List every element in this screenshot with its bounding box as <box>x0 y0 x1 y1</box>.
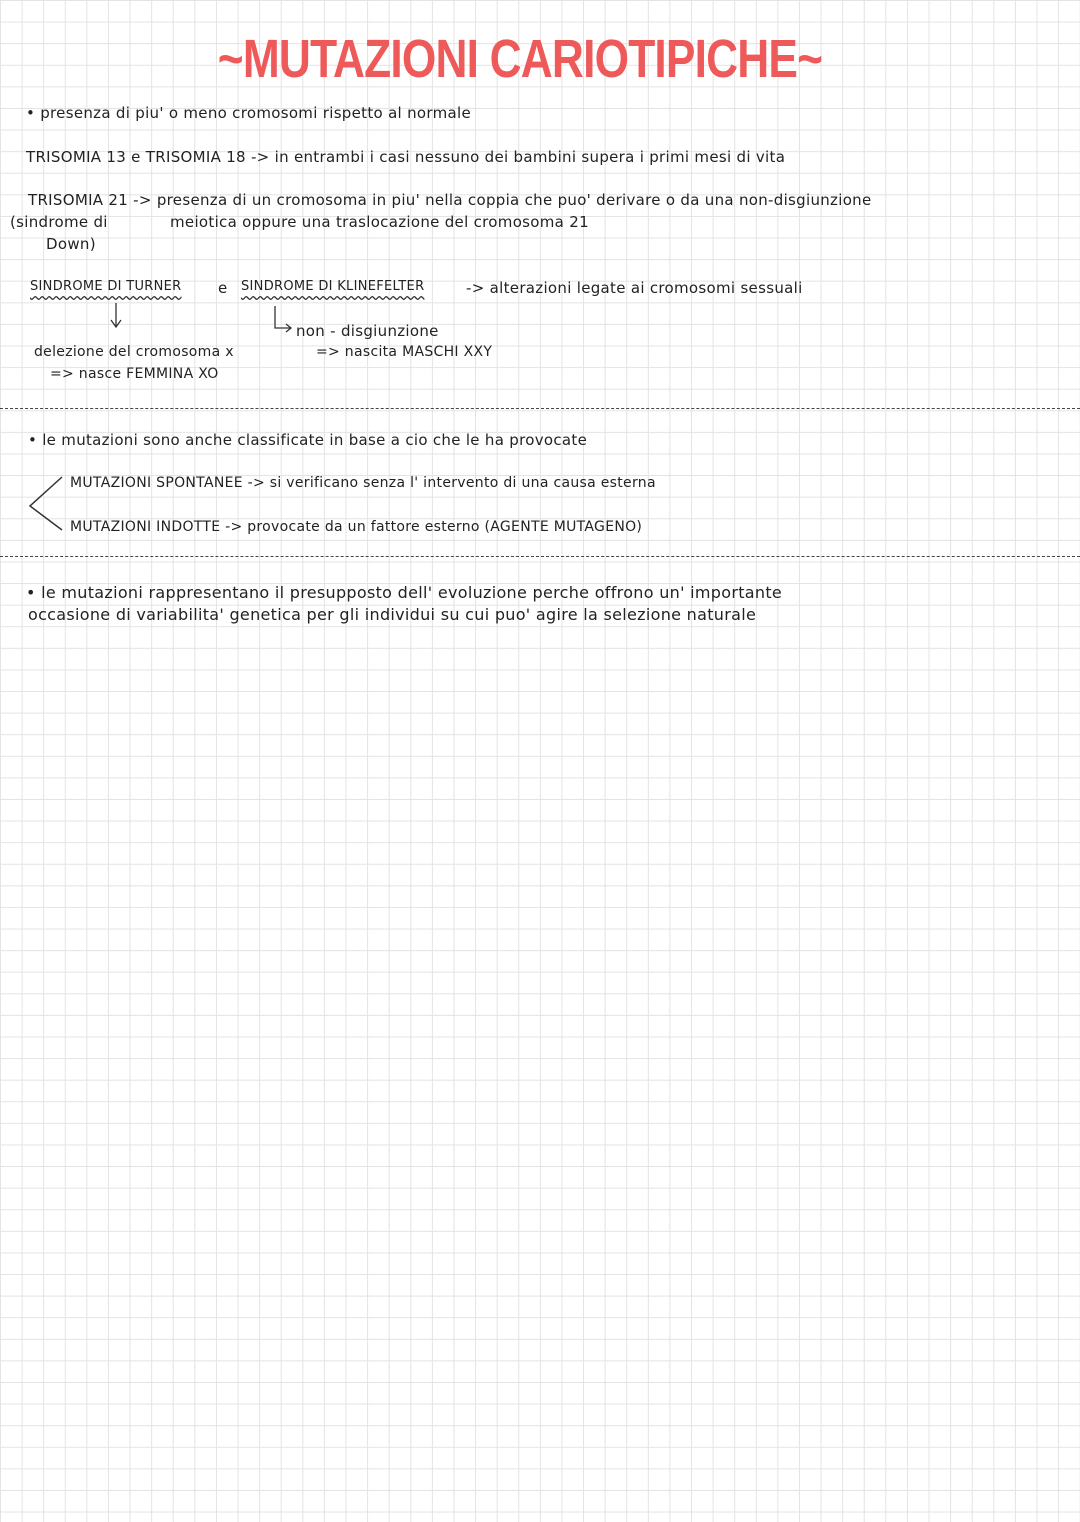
turner-heading: SINDROME DI TURNER <box>30 279 182 294</box>
note-line: occasione di variabilita' genetica per gli individui su cui puo' agire la selezione naturale <box>28 605 757 624</box>
note-line: • presenza di piu' o meno cromosomi rispetto al normale <box>26 104 471 122</box>
bend-arrow-icon <box>275 306 291 332</box>
down-arrow-icon <box>111 303 121 327</box>
note-line: -> alterazioni legate ai cromosomi sessuali <box>466 279 803 297</box>
note-line: MUTAZIONI INDOTTE -> provocate da un fattore esterno (AGENTE MUTAGENO) <box>70 519 643 535</box>
note-line: • le mutazioni rappresentano il presupposto dell' evoluzione perche offrono un' importante <box>26 583 783 602</box>
note-line: Down) <box>46 235 96 253</box>
note-line: delezione del cromosoma x <box>34 344 234 360</box>
arrows <box>0 0 1080 600</box>
note-line: non - disgiunzione <box>296 322 439 340</box>
note-line: TRISOMIA 21 -> presenza di un cromosoma in piu' nella coppia che puo' derivare o da una non-disgiunzione <box>28 191 872 209</box>
note-line: (sindrome di <box>10 213 108 231</box>
note-word: e <box>218 279 228 297</box>
divider <box>0 556 1080 557</box>
note-line: => nasce FEMMINA XO <box>50 366 219 382</box>
page-title: ~MUTAZIONI CARIOTIPICHE~ <box>217 29 823 89</box>
brace-icon <box>30 477 62 530</box>
divider <box>0 408 1080 409</box>
note-line: TRISOMIA 13 e TRISOMIA 18 -> in entrambi i casi nessuno dei bambini supera i primi mesi di vita <box>26 148 786 166</box>
note-line: => nascita MASCHI XXY <box>316 344 493 360</box>
klinefelter-heading: SINDROME DI KLINEFELTER <box>241 279 425 294</box>
note-line: MUTAZIONI SPONTANEE -> si verificano senza l' intervento di una causa esterna <box>70 475 656 491</box>
note-line: • le mutazioni sono anche classificate in base a cio che le ha provocate <box>28 431 588 449</box>
note-line: meiotica oppure una traslocazione del cromosoma 21 <box>170 213 589 231</box>
